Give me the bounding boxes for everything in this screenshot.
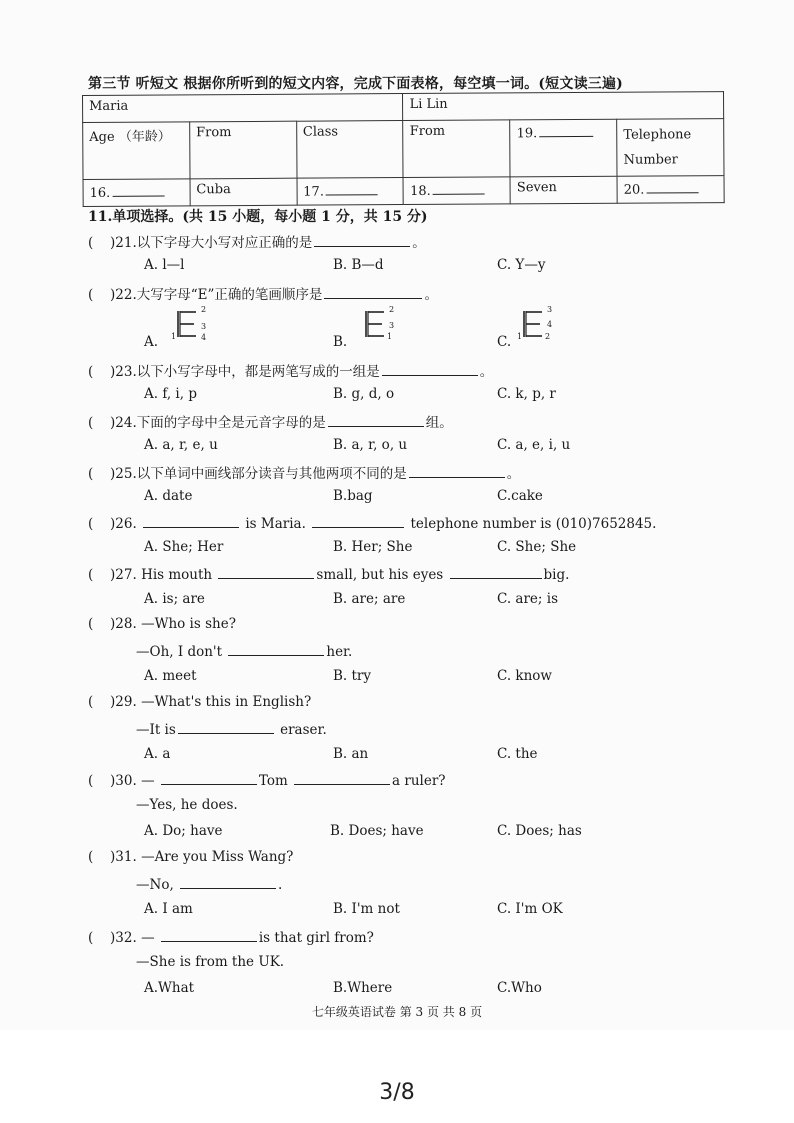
option-22-c[interactable]: C.	[497, 334, 512, 350]
answer-blank[interactable]	[143, 514, 239, 528]
section-title: 第三节 听短文 根据你所听到的短文内容，完成下面表格，每空填一词。(短文读三遍)	[88, 76, 623, 92]
svg-text:2: 2	[201, 305, 207, 314]
cell-maria: Maria	[83, 94, 404, 123]
option-25-b[interactable]: B.bag	[333, 488, 373, 504]
option-31-b[interactable]: B. I'm not	[333, 901, 400, 917]
option-22-a[interactable]: A.	[144, 334, 159, 350]
answer-blank[interactable]	[218, 565, 314, 579]
cell-blank-19	[510, 119, 617, 177]
option-27-a[interactable]: A. is; are	[144, 591, 205, 607]
answer-blank[interactable]	[328, 413, 424, 427]
option-23-a[interactable]: A. f, i, p	[144, 386, 197, 402]
letter-e-stroke-c-icon	[516, 305, 556, 341]
option-28-b[interactable]: B. try	[333, 668, 372, 684]
option-24-b[interactable]: B. a, r, o, u	[333, 437, 408, 453]
svg-text:1: 1	[387, 332, 393, 341]
cell-blank-18: 18.	[403, 177, 510, 205]
question-28-line2: —Oh, I don't her.	[136, 644, 353, 660]
svg-text:2: 2	[545, 332, 551, 341]
question-21: ( )21.以下字母大小写对应正确的是 。	[88, 235, 426, 251]
answer-blank[interactable]	[294, 771, 390, 785]
cell-li-lin: Li Lin	[403, 92, 724, 121]
option-26-c[interactable]: C. She; She	[497, 539, 577, 555]
answer-blank[interactable]	[409, 464, 505, 478]
option-25-c[interactable]: C.cake	[497, 488, 543, 504]
answer-blank[interactable]	[178, 720, 274, 734]
question-22: ( )22.大写字母“E”正确的笔画顺序是 。	[88, 287, 438, 303]
option-30-b[interactable]: B. Does; have	[330, 823, 424, 839]
question-24: ( )24.下面的字母中全是元音字母的是 组。	[88, 415, 453, 431]
question-25: ( )25.以下单词中画线部分读音与其他两项不同的是 。	[88, 466, 521, 482]
question-30-line2: —Yes, he does.	[136, 797, 238, 813]
option-22-b[interactable]: B.	[333, 334, 348, 350]
letter-e-stroke-b-icon	[358, 305, 398, 341]
svg-text:1: 1	[517, 332, 523, 341]
question-27: ( )27. His mouth small, but his eyes big.	[88, 567, 570, 583]
answer-blank[interactable]	[314, 233, 410, 247]
cell-seven: Seven	[510, 176, 617, 204]
cell-from-header: From	[189, 121, 296, 179]
answer-blank[interactable]	[324, 285, 422, 299]
svg-text:1: 1	[171, 332, 177, 341]
option-29-a[interactable]: A. a	[144, 746, 171, 762]
cell-age-header: Age （年龄）	[83, 122, 190, 180]
svg-text:4: 4	[547, 320, 553, 329]
cell-from-header-2: From	[403, 120, 510, 178]
cell-class-header: Class	[296, 121, 403, 179]
option-26-a[interactable]: A. She; Her	[144, 539, 224, 555]
question-32-line2: —She is from the UK.	[136, 954, 285, 970]
question-29: ( )29. —What's this in English?	[88, 694, 312, 710]
answer-blank[interactable]	[161, 771, 257, 785]
question-31-line2: —No, .	[136, 877, 283, 893]
answer-blank[interactable]	[382, 362, 478, 376]
cell-blank-17: 17.	[297, 178, 404, 206]
option-31-c[interactable]: C. I'm OK	[497, 901, 563, 917]
option-26-b[interactable]: B. Her; She	[333, 539, 413, 555]
option-24-a[interactable]: A. a, r, e, u	[144, 437, 218, 453]
answer-blank[interactable]	[228, 642, 324, 656]
option-21-c[interactable]: C. Y—y	[497, 257, 546, 273]
svg-text:3: 3	[547, 305, 553, 314]
option-21-b[interactable]: B. B—d	[333, 257, 384, 273]
letter-e-stroke-a-icon	[170, 305, 210, 341]
cell-blank-20: 20.	[617, 176, 724, 204]
option-27-b[interactable]: B. are; are	[333, 591, 406, 607]
part2-title: 11.单项选择。(共 15 小题，每小题 1 分，共 15 分)	[88, 209, 428, 225]
question-32: ( )32. — is that girl from?	[88, 930, 374, 946]
question-31: ( )31. —Are you Miss Wang?	[88, 849, 294, 865]
svg-text:2: 2	[389, 305, 395, 314]
option-23-b[interactable]: B. g, d, o	[333, 386, 395, 402]
answer-blank[interactable]	[312, 514, 404, 528]
option-21-a[interactable]: A. l—l	[144, 257, 185, 273]
answer-blank[interactable]	[161, 928, 257, 942]
option-30-c[interactable]: C. Does; has	[497, 823, 582, 839]
option-28-a[interactable]: A. meet	[144, 668, 197, 684]
option-32-b[interactable]: B.Where	[333, 980, 393, 996]
question-30: ( )30. — Tom a ruler?	[88, 773, 446, 789]
option-32-c[interactable]: C.Who	[497, 980, 542, 996]
question-29-line2: —It is eraser.	[136, 722, 327, 738]
option-27-c[interactable]: C. are; is	[497, 591, 559, 607]
page-footer: 七年级英语试卷 第 3 页 共 8 页	[311, 1005, 483, 1019]
option-23-c[interactable]: C. k, p, r	[497, 386, 556, 402]
svg-text:3: 3	[201, 322, 207, 331]
option-28-c[interactable]: C. know	[497, 668, 552, 684]
page-indicator: 3/8	[379, 1080, 415, 1105]
answer-blank[interactable]	[450, 565, 542, 579]
option-31-a[interactable]: A. I am	[144, 901, 193, 917]
cell-cuba: Cuba	[190, 178, 297, 206]
option-29-c[interactable]: C. the	[497, 746, 538, 762]
svg-text:3: 3	[389, 321, 395, 330]
answer-blank[interactable]	[180, 875, 276, 889]
option-30-a[interactable]: A. Do; have	[144, 823, 223, 839]
option-32-a[interactable]: A.What	[144, 980, 195, 996]
question-26: ( )26. is Maria. telephone number is (010)7652845.	[88, 516, 657, 532]
option-29-b[interactable]: B. an	[333, 746, 369, 762]
blank-19-label: 19.	[516, 126, 538, 142]
cell-telephone-header: Telephone Number	[617, 119, 724, 177]
cell-blank-16: 16.	[83, 179, 190, 207]
listening-table	[82, 91, 725, 207]
option-25-a[interactable]: A. date	[144, 488, 193, 504]
question-23: ( )23.以下小写字母中，都是两笔写成的一组是 。	[88, 364, 494, 380]
question-28: ( )28. —Who is she?	[88, 616, 236, 632]
svg-text:4: 4	[201, 333, 207, 341]
option-24-c[interactable]: C. a, e, i, u	[497, 437, 571, 453]
